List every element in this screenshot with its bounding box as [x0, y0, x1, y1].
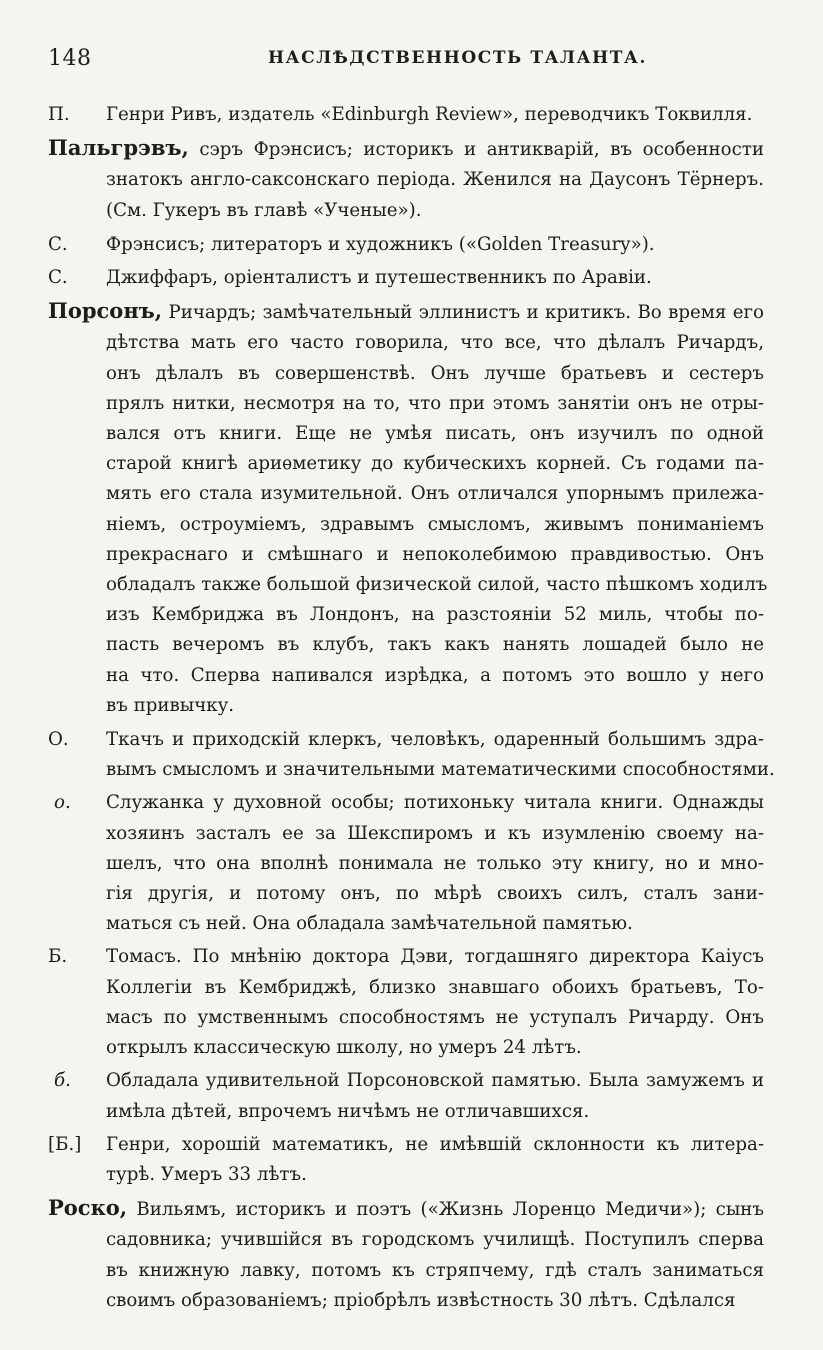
text-line [48, 133, 764, 165]
entry-name: Порсонъ, [48, 298, 163, 324]
biography-entry [48, 1193, 764, 1316]
relation-marker: С. [48, 267, 68, 289]
relative-entry [48, 1066, 764, 1126]
text-line [48, 296, 764, 328]
text-line: Ткачъ и приходскій клеркъ, человѣкъ, одаренный большимъ здра- [106, 729, 764, 751]
text-line: на что. Сперва напивался изрѣдка, а потомъ это вошло у него [106, 664, 764, 686]
relation-marker: О. [48, 729, 69, 751]
relation-marker: П. [48, 104, 70, 125]
page-body [48, 100, 775, 1320]
text-line: мять его стала изумительной. Онъ отличался упорнымъ прилежа- [106, 483, 764, 505]
text-line: дѣтства мать его часто говорила, что все, что дѣлалъ Ричардъ, [106, 332, 764, 354]
text-line: Генри, хорошій математикъ, не имѣвшій склонности къ литера- [106, 1133, 764, 1155]
relation-marker: б. [54, 1070, 71, 1092]
text-line: Генри Ривъ, издатель «Edinburgh Review», переводчикъ Токвилля. [106, 104, 753, 125]
text-line: въ привычку. [106, 694, 235, 716]
text-line: старой книгѣ ариѳметику до кубическихъ корней. Съ годами па- [106, 453, 764, 475]
text-line: Фрэнсисъ; литераторъ и художникъ («Golden Treasury»). [106, 233, 655, 255]
text-line: изъ Кембриджа въ Лондонъ, на разстояніи 52 миль, чтобы по- [106, 604, 764, 626]
relative-entry [48, 788, 764, 939]
text-line: знатокъ англо-саксонскаго періода. Женился на Даусонъ Тёрнеръ. [106, 169, 764, 191]
page-number: 148 [48, 46, 92, 71]
text-line: открылъ классическую школу, но умеръ 24 лѣтъ. [106, 1037, 582, 1059]
relation-marker: о. [54, 792, 71, 814]
relation-marker: Б. [48, 946, 68, 968]
running-title: НАСЛѢДСТВЕННОСТЬ ТАЛАНТА. [268, 48, 647, 68]
relative-entry [48, 230, 764, 260]
text-line: Обладала удивительной Порсоновской памятью. Была замужемъ и [106, 1070, 764, 1092]
text-line: онъ дѣлалъ въ совершенствѣ. Онъ лучше братьевъ и сестеръ [106, 362, 764, 384]
text-line: своимъ образованіемъ; пріобрѣлъ извѣстность 30 лѣтъ. Сдѣлался [106, 1289, 736, 1311]
entry-text: сэръ Фрэнсисъ; историкъ и антикварій, въ особенности [188, 139, 764, 161]
text-line: вался отъ книги. Еще не умѣя писать, онъ изучилъ по одной [106, 423, 764, 445]
text-line: хозяинъ засталъ ее за Шекспиромъ и къ изумленію своему на- [106, 822, 764, 844]
text-line: прялъ нитки, несмотря на то, что при этомъ занятіи онъ не отры- [106, 392, 764, 414]
relative-entry [48, 1130, 764, 1190]
page-header [48, 46, 763, 80]
text-line: ніемъ, остроуміемъ, здравымъ смысломъ, живымъ пониманіемъ [106, 513, 764, 535]
text-line: въ книжную лавку, потомъ къ стряпчему, гдѣ сталъ заниматься [106, 1259, 764, 1281]
relation-marker: [Б.] [48, 1133, 82, 1155]
entry-text: Ричардъ; замѣчательный эллинистъ и критикъ. Во время его [162, 302, 764, 324]
text-line: Томасъ. По мнѣнію доктора Дэви, тогдашняго директора Каіусъ [106, 946, 764, 968]
text-line: прекраснаго и смѣшнаго и непоколебимою правдивостью. Онъ [106, 543, 764, 565]
entry-text: Вильямъ, историкъ и поэтъ («Жизнь Лоренцо Медичи»); сынъ [127, 1199, 764, 1221]
relative-entry [48, 725, 775, 785]
biography-entry [48, 133, 764, 226]
text-line: масъ по умственнымъ способностямъ не уступалъ Ричарду. Онъ [106, 1006, 764, 1028]
text-line: маться съ ней. Она обладала замѣчательной памятью. [106, 913, 633, 935]
text-line: Служанка у духовной особы; потихоньку читала книги. Однажды [106, 792, 764, 814]
entry-gap [48, 1316, 764, 1320]
text-line: шелъ, что она вполнѣ понимала не только эту книгу, но и мно- [106, 852, 764, 874]
relative-entry [48, 100, 764, 130]
relative-entry [48, 942, 764, 1063]
text-line: Коллегіи въ Кембриджѣ, близко знавшаго обоихъ братьевъ, То- [106, 976, 764, 998]
relation-marker: С. [48, 233, 68, 255]
text-line [48, 1193, 764, 1225]
entry-name: Роско, [48, 1195, 128, 1221]
text-line: имѣла дѣтей, впрочемъ ничѣмъ не отличавшихся. [106, 1100, 590, 1122]
text-line: турѣ. Умеръ 33 лѣтъ. [106, 1163, 307, 1185]
text-line: (См. Гукеръ въ главѣ «Ученые»). [106, 199, 422, 221]
biography-entry [48, 296, 768, 721]
text-line: садовника; учившійся въ городскомъ училищѣ. Поступилъ сперва [106, 1229, 764, 1251]
entry-name: Пальгрэвъ, [48, 135, 189, 161]
text-line: Джиффаръ, оріенталистъ и путешественникъ по Аравіи. [106, 267, 652, 289]
relative-entry [48, 263, 764, 293]
text-line: обладалъ также большой физической силой, часто пѣшкомъ ходилъ [106, 574, 768, 596]
text-line: пасть вечеромъ въ клубъ, такъ какъ нанять лошадей было не [106, 634, 764, 656]
text-line: гія другія, и потому онъ, по мѣрѣ своихъ силъ, сталъ зани- [106, 883, 764, 905]
text-line: вымъ смысломъ и значительными математическими способностями. [106, 759, 775, 781]
